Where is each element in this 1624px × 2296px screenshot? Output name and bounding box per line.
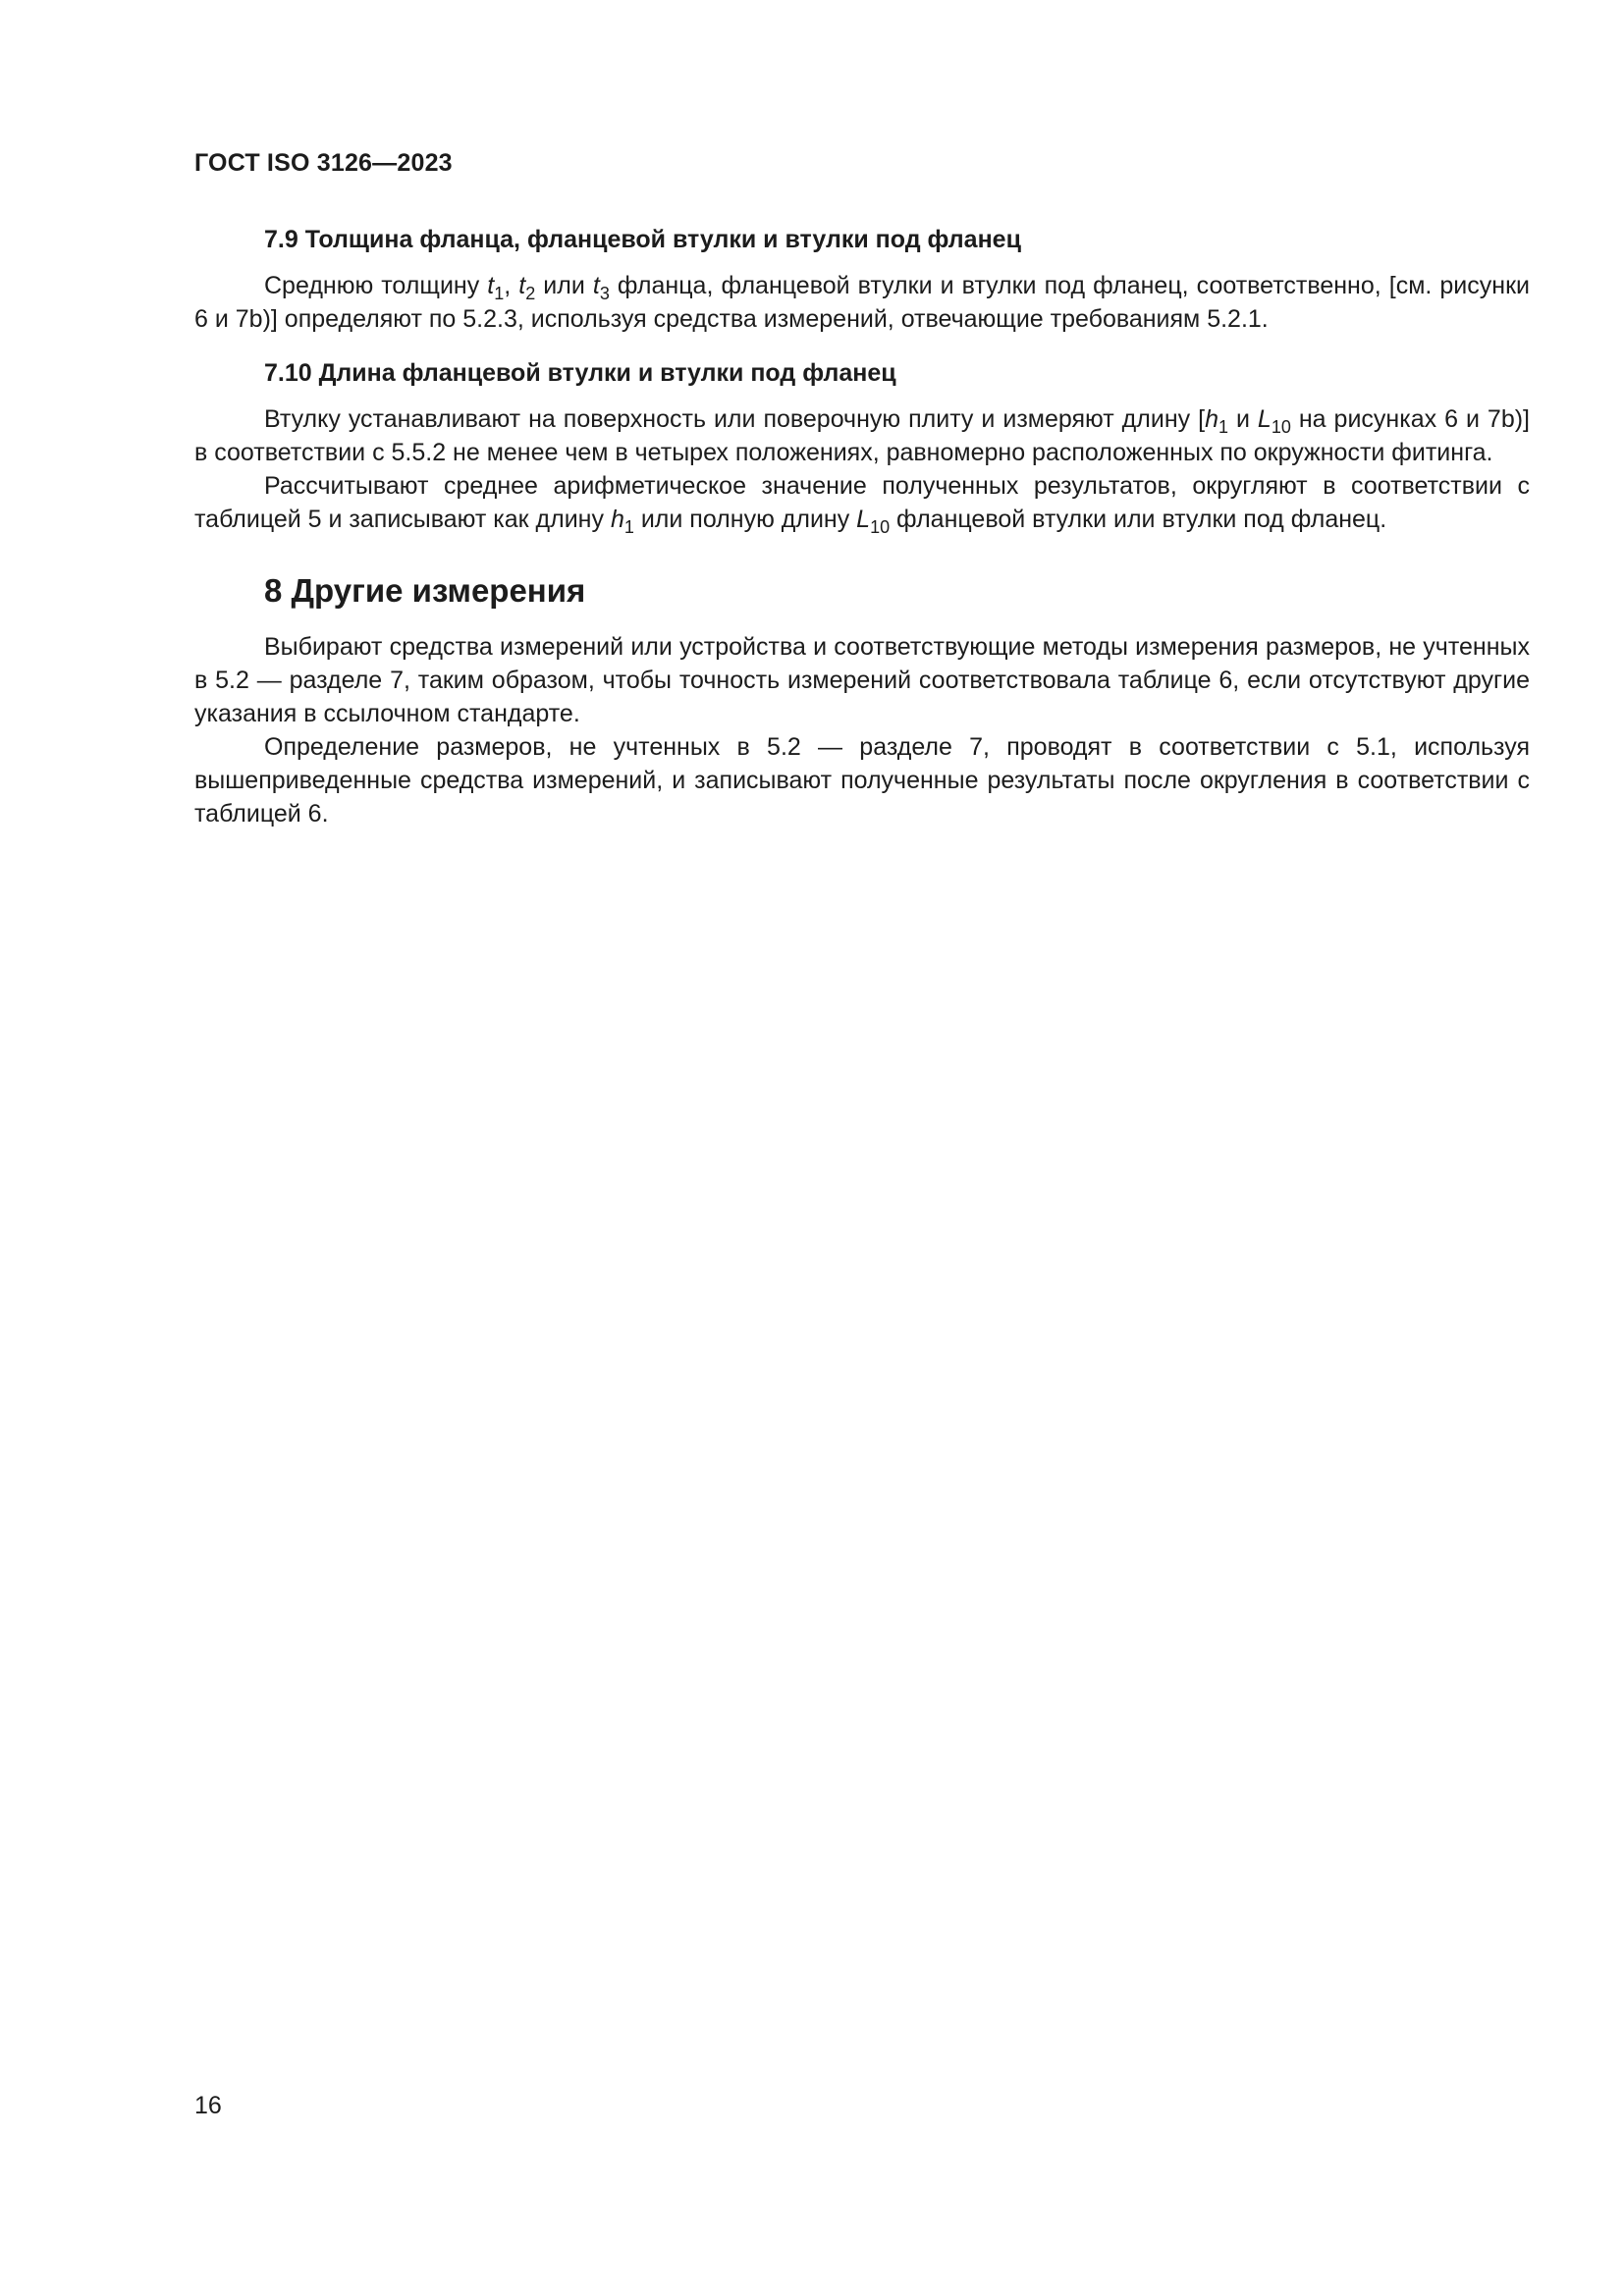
section-8-paragraph-2: Определение размеров, не учтенных в 5.2 — разделе 7, проводят в соответствии с 5.1, используя вышеприведенные средства измерений, и записывают полученные результаты после округления в соответствии с таблицей 6. bbox=[194, 733, 1530, 828]
document-header: ГОСТ ISO 3126—2023 bbox=[194, 149, 453, 177]
subsection-7-10-title: 7.10 Длина фланцевой втулки и втулки под фланец bbox=[264, 359, 896, 387]
section-8-paragraph-1: Выбирают средства измерений или устройства и соответствующие методы измерения размеров, не учтенных в 5.2 — разделе 7, таким образом, чтобы точность измерений соответствовала таблице 6, если отсутствуют другие указания в ссылочном стандарте. bbox=[194, 633, 1530, 727]
page-number: 16 bbox=[194, 2092, 222, 2119]
section-8-title: 8 Другие измерения bbox=[264, 572, 586, 609]
subsection-7-10-paragraph-2: Рассчитывают среднее арифметическое значение полученных результатов, округляют в соответствии с таблицей 5 и записывают как длину $h_1$ или полную длину $L_{10}$ фланцевой втулки или втулки под фланец. bbox=[194, 472, 1530, 537]
subsection-7-9-title: 7.9 Толщина фланца, фланцевой втулки и втулки под фланец bbox=[264, 226, 1021, 253]
subsection-7-9-paragraph: Среднюю толщину $t_1$, $t_2$ или $t_3$ фланца, фланцевой втулки и втулки под фланец, соответственно, [см. рисунки 6 и 7b)] определяют по 5.2.3, используя средства измерений, отвечающие требованиям 5.2.1. bbox=[194, 272, 1530, 333]
page-content bbox=[194, 222, 1530, 830]
subsection-7-10-paragraph-1: Втулку устанавливают на поверхность или поверочную плиту и измеряют длину [$h_1$ и $L_{10}$ на рисунках 6 и 7b)] в соответствии с 5.5.2 не менее чем в четырех положениях, равномерно расположенных по окружности фитинга. bbox=[194, 405, 1530, 466]
